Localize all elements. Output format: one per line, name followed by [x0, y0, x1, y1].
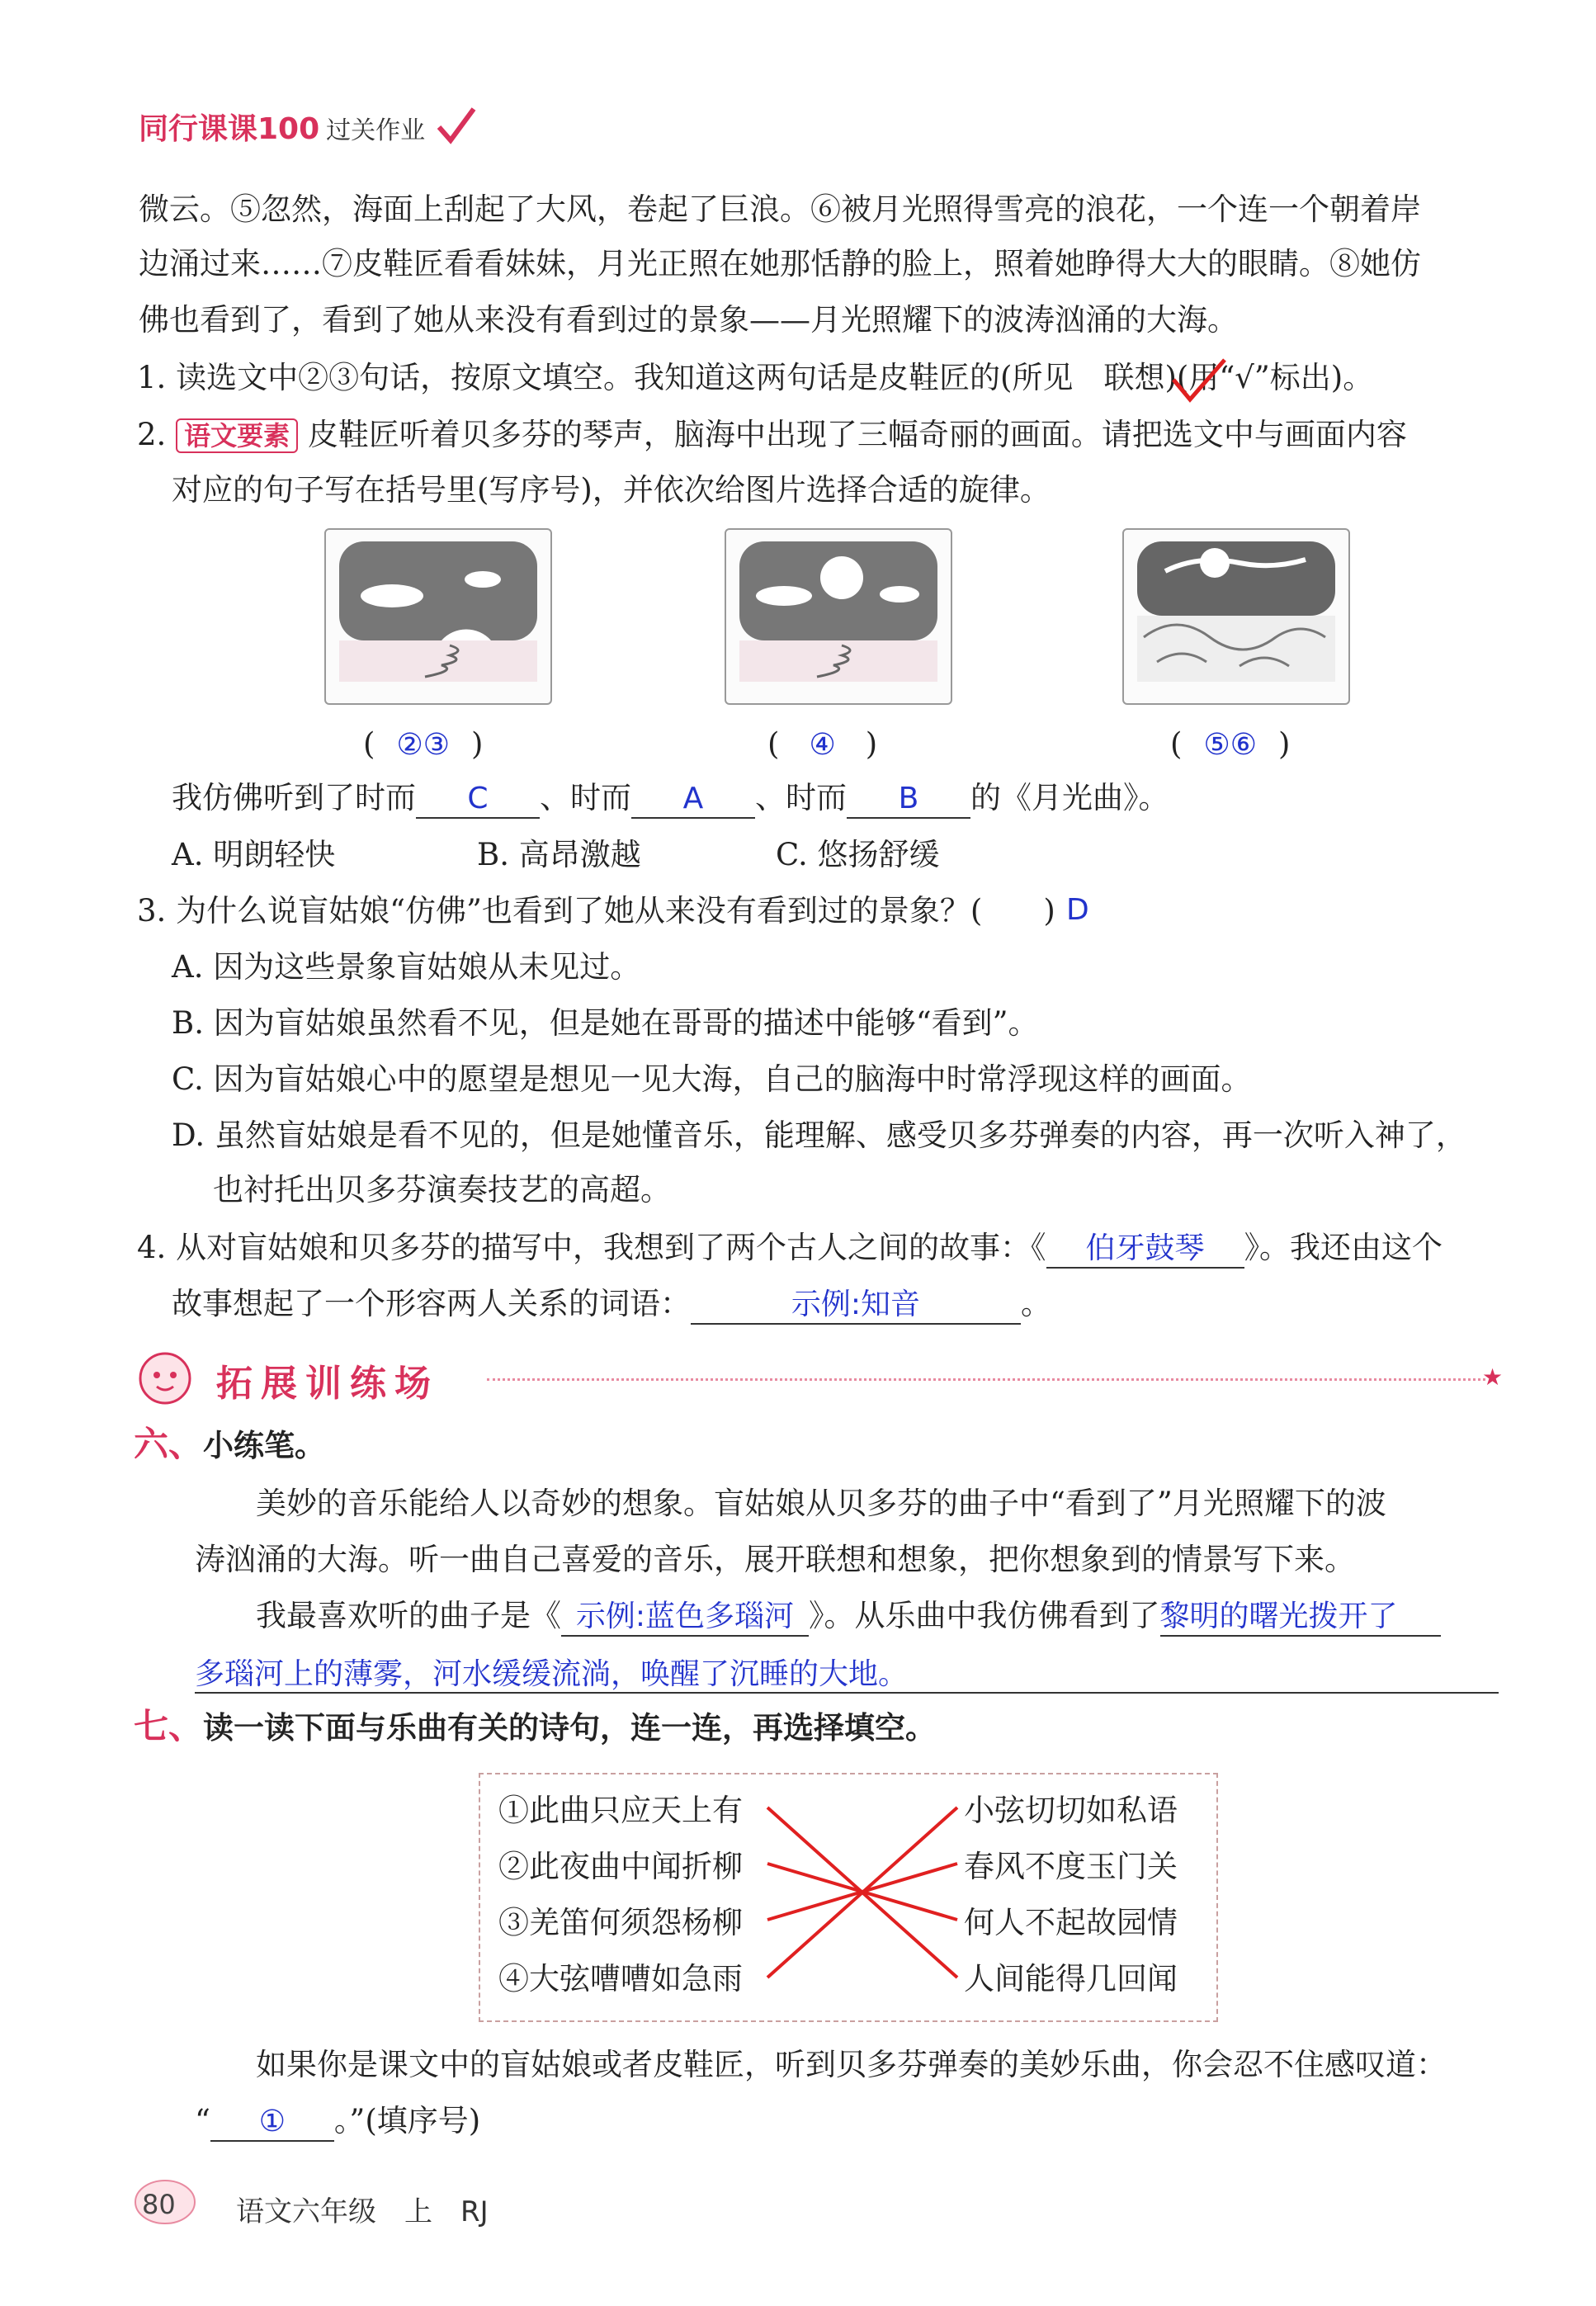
option-c: C. 悠扬舒缓 [776, 837, 940, 872]
star-icon: ★ [1482, 1363, 1504, 1391]
s6-text: 我最喜欢听的曲子是《 [256, 1598, 561, 1633]
q4-text: 》。我还由这个 [1244, 1230, 1443, 1265]
section-number: 七、 [134, 1706, 204, 1746]
s6-paragraph-3 [256, 1598, 1441, 1637]
q3-option-a: A. 因为这些景象盲姑娘从未见过。 [172, 949, 641, 985]
right-verse[interactable]: 人间能得几回闻 [964, 1961, 1178, 1996]
q4-blank-2: 示例:知音 [691, 1287, 1021, 1325]
picture-2-answer: ( ④ ) [767, 726, 878, 762]
section-title-text: 读一读下面与乐曲有关的诗句，连一连，再选择填空。 [203, 1710, 937, 1746]
fill-text: 我仿佛听到了时而 [172, 780, 416, 815]
tag-badge: 语文要素 [176, 418, 298, 453]
section-7-heading [134, 1708, 936, 1746]
fill-blank: B [847, 781, 970, 819]
section-title-text: 小练笔。 [203, 1428, 326, 1463]
picture-2-illustration [726, 530, 951, 703]
q4-blank-1: 伯牙鼓琴 [1046, 1231, 1244, 1269]
s7-answer-line [195, 2103, 480, 2142]
left-verse[interactable]: ②此夜曲中闻折柳 [498, 1849, 743, 1884]
section-number: 六、 [134, 1424, 204, 1464]
passage-line: 微云。⑤忽然，海面上刮起了大风，卷起了巨浪。⑥被月光照得雪亮的浪花，一个连一个朝着岸 [139, 191, 1421, 227]
s6-written-text: 多瑙河上的薄雾，河水缓缓流淌，唤醒了沉睡的大地。 [195, 1657, 909, 1691]
answer-text: ⑤⑥ [1203, 728, 1257, 762]
brand-name: 同行课课100 [139, 112, 320, 146]
left-verse[interactable]: ①此曲只应天上有 [498, 1793, 743, 1828]
footer-edition: RJ [460, 2195, 489, 2228]
fill-text: 的《月光曲》。 [970, 780, 1169, 815]
picture-moonrise [725, 528, 952, 705]
picture-1-illustration [326, 530, 550, 703]
quote-close: 。”(填序号) [333, 2103, 481, 2138]
right-verse[interactable]: 春风不度玉门关 [964, 1849, 1178, 1884]
question-4-line2 [172, 1286, 1051, 1325]
melody-fill-line [172, 780, 1169, 819]
q4-text: 故事想起了一个形容两人关系的词语： [172, 1286, 691, 1321]
question-4-line1 [137, 1230, 1443, 1269]
fill-blank: C [416, 781, 540, 819]
s7-blank: ① [210, 2104, 334, 2142]
left-verse[interactable]: ④大弦嘈嘈如急雨 [498, 1961, 743, 1996]
s6-paragraph: 涛汹涌的大海。听一曲自己喜爱的音乐，展开联想和想象，把你想象到的情景写下来。 [195, 1542, 1355, 1577]
page-number: 80 [142, 2189, 176, 2220]
section-divider [487, 1378, 1485, 1381]
s6-writing-line [195, 1651, 1499, 1694]
q4-text: 4. 从对盲姑娘和贝多芬的描写中，我想到了两个古人之间的故事：《 [137, 1230, 1046, 1265]
question-number: 2. [137, 417, 167, 452]
option-a: A. 明朗轻快 [172, 837, 336, 872]
answer-text: ④ [809, 728, 836, 762]
right-verse[interactable]: 何人不起故园情 [964, 1905, 1178, 1940]
brand-logo [139, 106, 477, 148]
picture-1-answer: ( ②③ ) [363, 726, 484, 762]
section-6-heading [134, 1426, 325, 1464]
question-3-answer: D [1066, 893, 1089, 927]
s6-blank-scene: 黎明的曙光拨开了 [1160, 1599, 1441, 1637]
connection-lines [743, 1791, 974, 2006]
left-verse[interactable]: ③羌笛何须怨杨柳 [498, 1905, 743, 1940]
check-mark-icon [436, 106, 477, 147]
s6-paragraph: 美妙的音乐能给人以奇妙的想象。盲姑娘从贝多芬的曲子中“看到了”月光照耀下的波 [256, 1486, 1386, 1521]
question-1: 1. 读选文中②③句话，按原文填空。我知道这两句话是皮鞋匠的(所见 联想)(用“√”标出)。 [137, 360, 1374, 395]
q3-option-c: C. 因为盲姑娘心中的愿望是想见一见大海，自己的脑海中时常浮现这样的画面。 [172, 1061, 1252, 1097]
s6-blank-song: 示例:蓝色多瑙河 [561, 1599, 809, 1637]
s6-text: 》。从乐曲中我仿佛看到了 [809, 1598, 1160, 1633]
quote-open: “ [195, 2103, 210, 2138]
fill-blank: A [631, 781, 755, 819]
option-b: B. 高昂激越 [477, 837, 641, 872]
footer-subject-text: 语文六年级 [236, 2195, 376, 2228]
q3-option-d-cont: 也衬托出贝多芬演奏技艺的高超。 [213, 1172, 671, 1207]
question-2 [137, 417, 1407, 454]
fill-text: 、时而 [755, 780, 847, 815]
q3-option-b: B. 因为盲姑娘虽然看不见，但是她在哥哥的描述中能够“看到”。 [172, 1005, 1039, 1041]
brand-tail: 过关作业 [326, 116, 426, 145]
fill-text: 、时而 [540, 780, 631, 815]
answer-check-icon [1170, 357, 1228, 406]
s7-paragraph: 如果你是课文中的盲姑娘或者皮鞋匠，听到贝多芬弹奏的美妙乐曲，你会忍不住感叹道： [256, 2047, 1447, 2082]
passage-line: 佛也看到了，看到了她从来没有看到过的景象——月光照耀下的波涛汹涌的大海。 [139, 302, 1238, 338]
footer-subject [236, 2189, 489, 2229]
q3-option-d: D. 虽然盲姑娘是看不见的，但是她懂音乐，能理解、感受贝多芬弹奏的内容，再一次听入神了， [172, 1118, 1466, 1153]
picture-3-illustration [1124, 530, 1348, 703]
picture-3-answer: ( ⑤⑥ ) [1170, 726, 1291, 762]
picture-stormy-sea [1122, 528, 1350, 705]
q4-text: 。 [1021, 1286, 1051, 1321]
question-3: 3. 为什么说盲姑娘“仿佛”也看到了她从来没有看到过的景象？( ) [137, 893, 1055, 929]
footer-volume: 上 [404, 2195, 432, 2228]
mascot-icon [132, 1344, 198, 1410]
answer-text: ②③ [396, 728, 450, 762]
picture-sunrise-calm [324, 528, 552, 705]
question-text: 皮鞋匠听着贝多芬的琴声，脑海中出现了三幅奇丽的画面。请把选文中与画面内容 [307, 417, 1407, 452]
passage-line: 边涌过来……⑦皮鞋匠看看妹妹，月光正照在她那恬静的脸上，照着她睁得大大的眼睛。⑧她仿 [139, 246, 1421, 281]
section-title: 拓展训练场 [216, 1363, 439, 1405]
right-verse[interactable]: 小弦切切如私语 [964, 1793, 1178, 1828]
question-2-line2: 对应的句子写在括号里(写序号)，并依次给图片选择合适的旋律。 [172, 472, 1051, 508]
